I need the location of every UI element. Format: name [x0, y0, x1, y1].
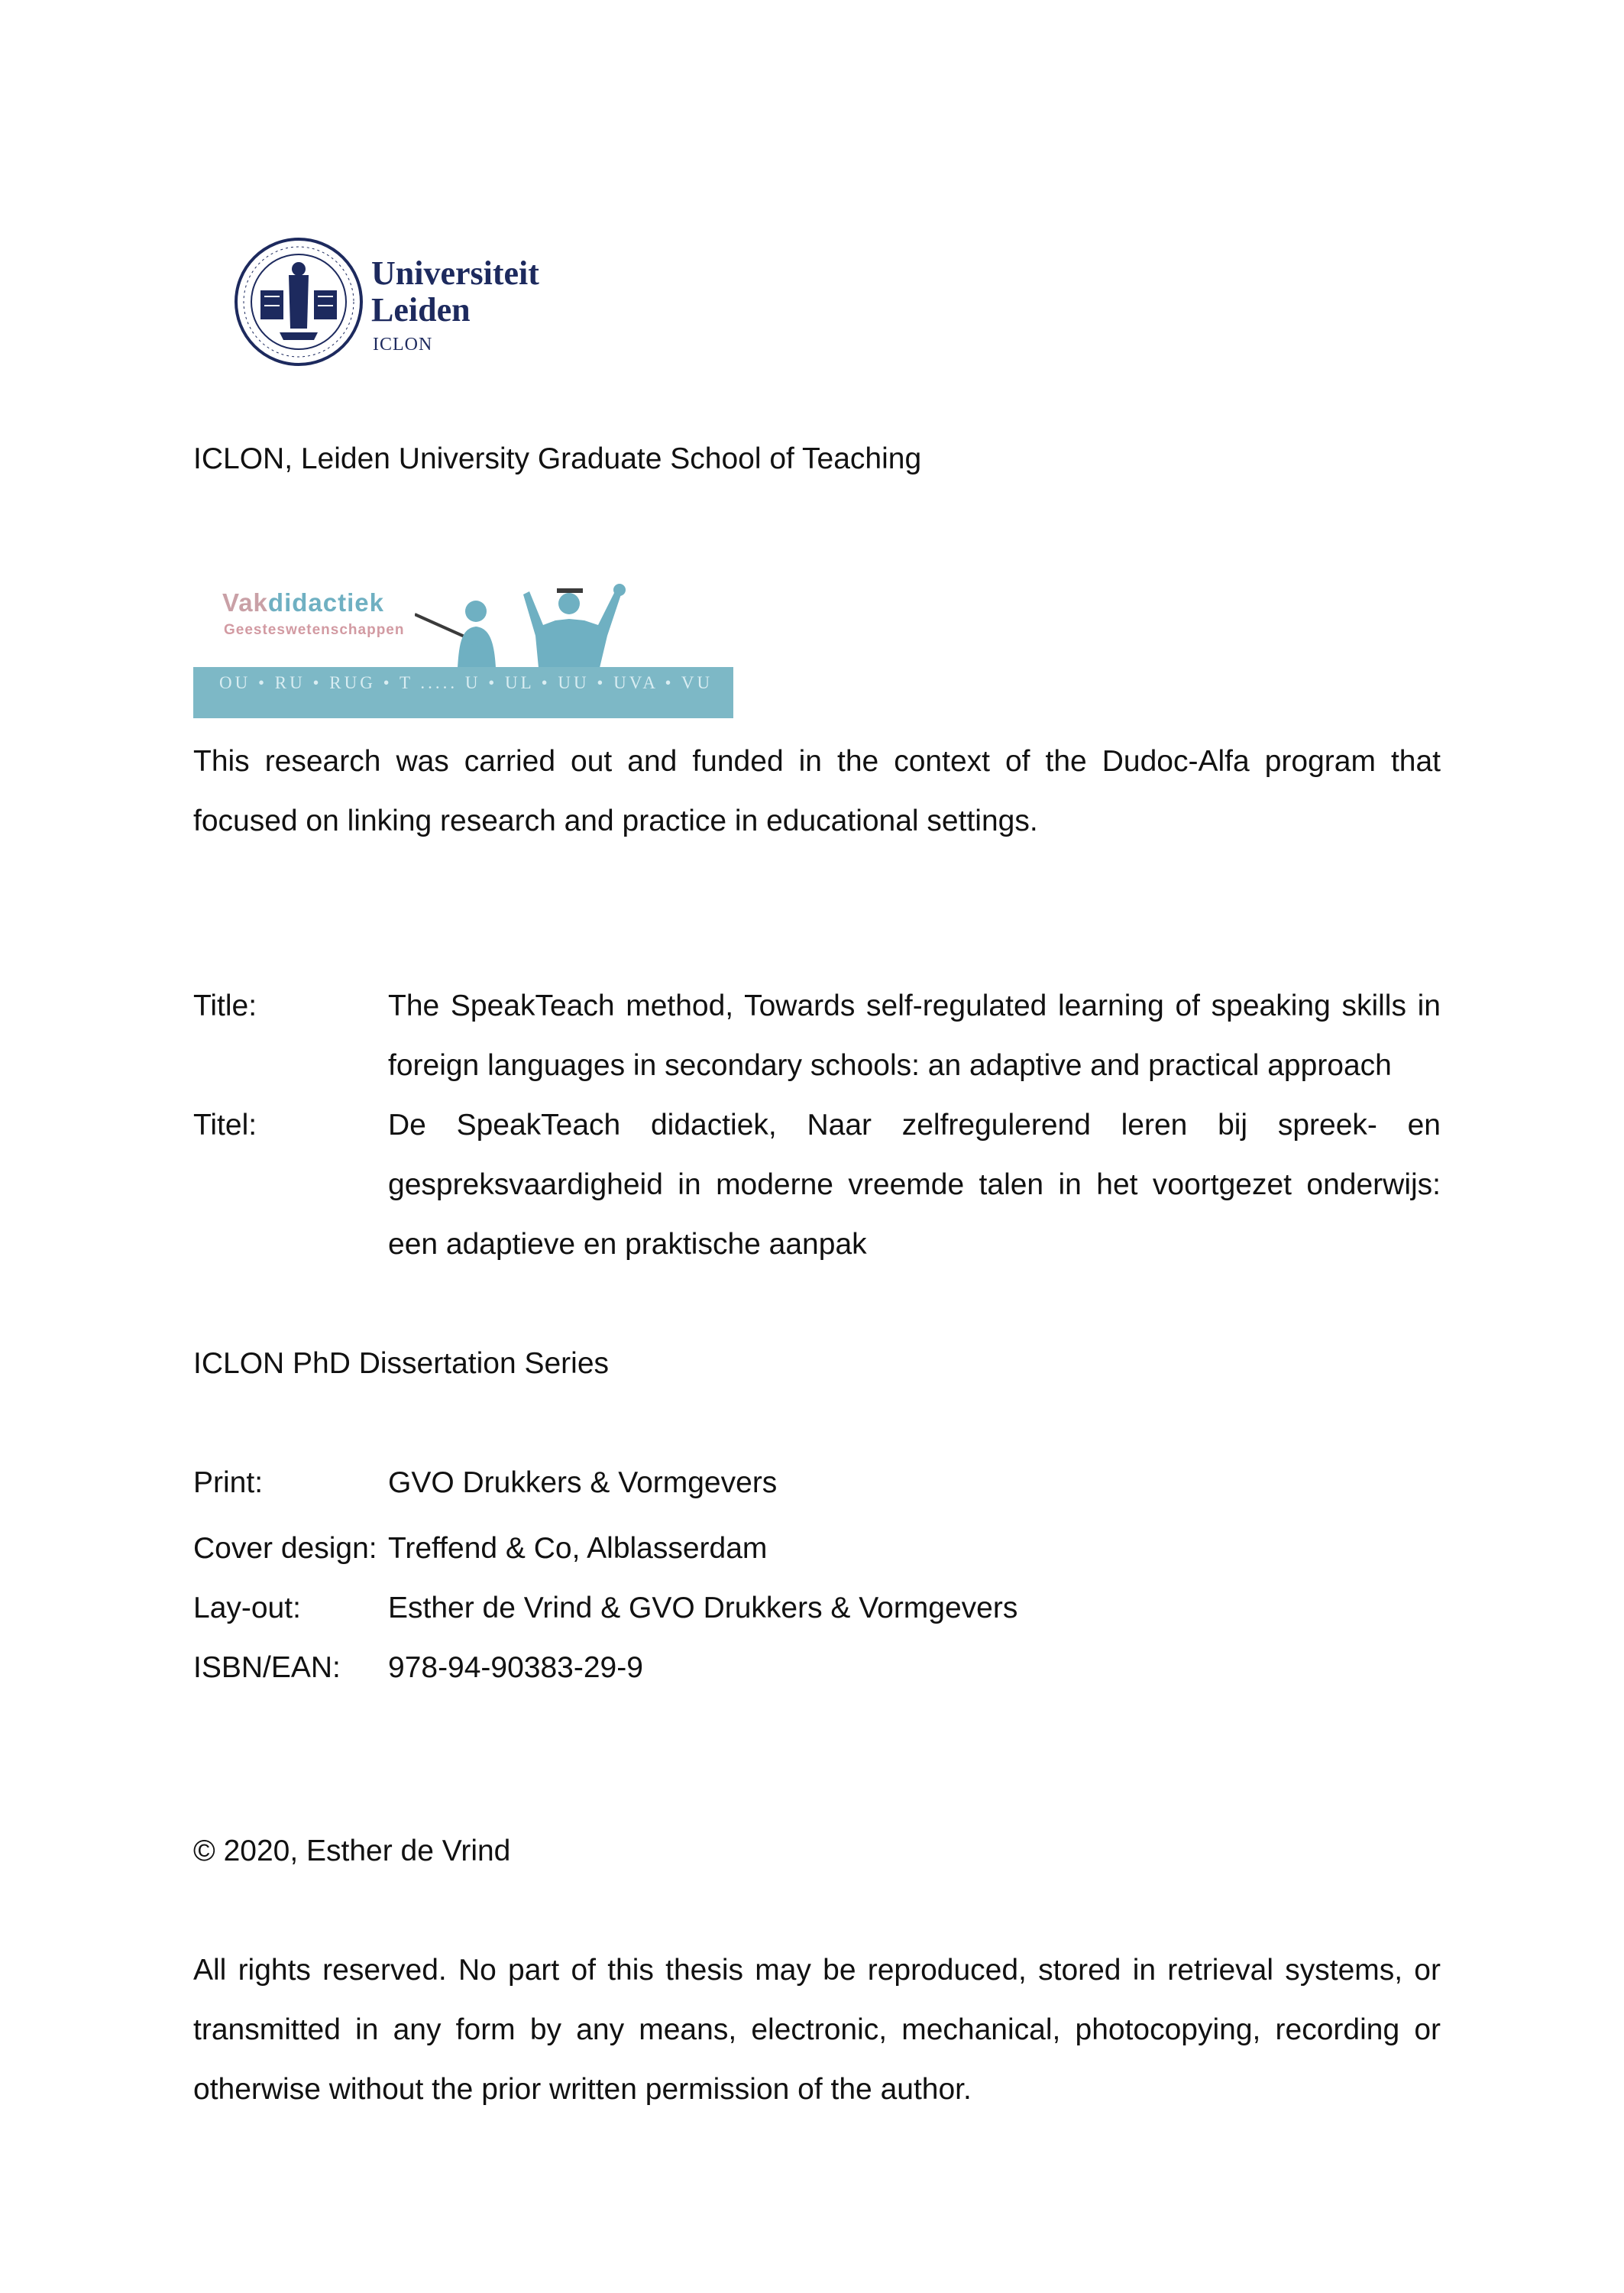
title-label: Title: — [193, 989, 257, 1022]
credit-value-layout: Esther de Vrind & GVO Drukkers & Vormgevers — [388, 1592, 1018, 1624]
copyright: © 2020, Esther de Vrind — [193, 1835, 511, 1867]
credit-label-isbn: ISBN/EAN: — [193, 1651, 341, 1684]
credit-value-cover: Treffend & Co, Alblasserdam — [388, 1532, 768, 1565]
dissertation-series: ICLON PhD Dissertation Series — [193, 1347, 610, 1380]
leiden-university-logo — [234, 237, 555, 367]
vakdidactiek-banner — [193, 581, 733, 718]
university-line1: Universiteit — [371, 254, 539, 292]
university-line2: Leiden — [371, 291, 471, 329]
credit-label-print: Print: — [193, 1466, 264, 1499]
banner-subtitle: Geesteswetenschappen — [224, 622, 405, 638]
credit-value-print: GVO Drukkers & Vormgevers — [388, 1466, 778, 1499]
funding-paragraph: This research was carried out and funded in the context of the Dudoc-Alfa program that focused on linking research and practice in educational settings. — [193, 745, 1441, 837]
affiliation: ICLON, Leiden University Graduate School of Teaching — [193, 442, 922, 475]
university-name — [371, 255, 539, 329]
titel-value: De SpeakTeach didactiek, Naar zelfregulerend leren bij spreek- en gespreksvaardigheid in moderne vreemde talen in het voortgezet onderwijs: een adaptieve en praktische aanpak — [388, 1109, 1441, 1261]
credit-label-layout: Lay-out: — [193, 1592, 301, 1624]
credit-label-cover: Cover design: — [193, 1532, 377, 1565]
titel-label: Titel: — [193, 1109, 257, 1142]
banner-title: Vakdidactiek — [222, 588, 384, 617]
banner-universities: OU • RU • RUG • T ..... U • UL • UU • UVA • VU — [219, 673, 713, 692]
leiden-seal-icon — [234, 237, 364, 367]
teacher-students-illustration-icon — [415, 581, 733, 668]
title-value: The SpeakTeach method, Towards self-regulated learning of speaking skills in foreign languages in secondary schools: an adaptive and practical approach — [388, 989, 1441, 1082]
institute-name: ICLON — [373, 335, 433, 355]
rights-paragraph: All rights reserved. No part of this thesis may be reproduced, stored in retrieval systems, or transmitted in any form by any means, electronic, mechanical, photocopying, recording or otherwise without the prior written permission of the author. — [193, 1954, 1441, 2106]
credit-value-isbn: 978-94-90383-29-9 — [388, 1651, 643, 1684]
